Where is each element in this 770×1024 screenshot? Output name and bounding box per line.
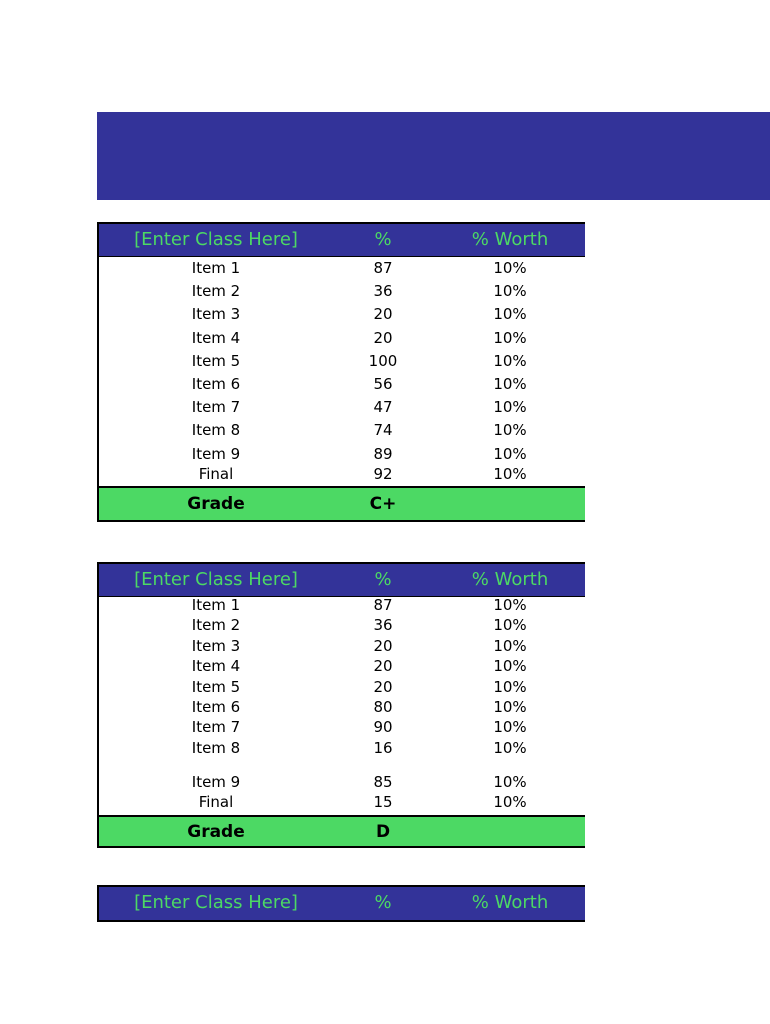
table-row bbox=[99, 679, 585, 699]
item-worth[interactable]: 10% bbox=[493, 282, 527, 301]
grade-table-2 bbox=[97, 562, 585, 848]
class-name-header[interactable]: [Enter Class Here] bbox=[134, 229, 298, 250]
item-score[interactable]: 20 bbox=[373, 657, 393, 676]
item-score[interactable]: 47 bbox=[373, 398, 393, 417]
percent-header: % bbox=[374, 229, 392, 250]
item-worth[interactable]: 10% bbox=[493, 444, 527, 463]
grade-table-3 bbox=[97, 885, 585, 922]
table-row bbox=[99, 443, 585, 466]
item-score[interactable]: 15 bbox=[373, 793, 393, 812]
item-worth[interactable]: 10% bbox=[493, 464, 527, 483]
item-worth[interactable]: 10% bbox=[493, 657, 527, 676]
item-worth[interactable]: 10% bbox=[493, 677, 527, 696]
percent-header: % bbox=[374, 892, 392, 913]
item-score[interactable]: 20 bbox=[373, 636, 393, 655]
item-label: Item 1 bbox=[191, 596, 241, 614]
worth-header: % Worth bbox=[471, 569, 549, 590]
item-score[interactable]: 80 bbox=[373, 697, 393, 716]
item-label: Item 4 bbox=[191, 657, 241, 676]
item-label: Item 9 bbox=[191, 772, 241, 791]
item-worth[interactable]: 10% bbox=[493, 697, 527, 716]
item-label: Item 2 bbox=[191, 282, 241, 301]
item-label: Item 4 bbox=[191, 328, 241, 347]
table-row bbox=[99, 719, 585, 739]
item-worth[interactable]: 10% bbox=[493, 738, 527, 757]
table-header bbox=[99, 887, 585, 922]
item-score[interactable]: 20 bbox=[373, 677, 393, 696]
item-worth[interactable]: 10% bbox=[493, 305, 527, 324]
item-label: Item 6 bbox=[191, 374, 241, 393]
item-worth[interactable]: 10% bbox=[493, 398, 527, 417]
table-row bbox=[99, 774, 585, 794]
item-score[interactable]: 20 bbox=[373, 305, 393, 324]
table-row bbox=[99, 794, 585, 814]
item-label: Item 7 bbox=[191, 398, 241, 417]
item-score[interactable]: 90 bbox=[373, 718, 393, 737]
item-label: Item 6 bbox=[191, 697, 241, 716]
item-worth[interactable]: 10% bbox=[493, 596, 527, 614]
item-score[interactable]: 87 bbox=[373, 596, 393, 614]
item-worth[interactable]: 10% bbox=[493, 772, 527, 791]
table-header bbox=[99, 564, 585, 597]
item-label: Item 3 bbox=[191, 305, 241, 324]
table-row bbox=[99, 350, 585, 373]
grade-row bbox=[99, 486, 585, 520]
item-score[interactable]: 20 bbox=[373, 328, 393, 347]
table-row bbox=[99, 280, 585, 303]
table-header bbox=[99, 224, 585, 257]
table-row bbox=[99, 740, 585, 774]
table-row bbox=[99, 658, 585, 678]
grade-value: D bbox=[375, 821, 391, 842]
item-worth[interactable]: 10% bbox=[493, 718, 527, 737]
item-score[interactable]: 56 bbox=[373, 374, 393, 393]
item-label: Final bbox=[198, 793, 234, 812]
grade-row bbox=[99, 815, 585, 846]
class-name-header[interactable]: [Enter Class Here] bbox=[134, 892, 298, 913]
class-name-header[interactable]: [Enter Class Here] bbox=[134, 569, 298, 590]
item-score[interactable]: 85 bbox=[373, 772, 393, 791]
item-label: Item 9 bbox=[191, 444, 241, 463]
item-worth[interactable]: 10% bbox=[493, 351, 527, 370]
table-row bbox=[99, 466, 585, 486]
worth-header: % Worth bbox=[471, 229, 549, 250]
table-row bbox=[99, 638, 585, 658]
table-row bbox=[99, 303, 585, 326]
table-row bbox=[99, 699, 585, 719]
item-label: Item 3 bbox=[191, 636, 241, 655]
table-row bbox=[99, 327, 585, 350]
item-label: Final bbox=[198, 464, 234, 483]
item-worth[interactable]: 10% bbox=[493, 328, 527, 347]
table-row bbox=[99, 396, 585, 419]
item-label: Item 8 bbox=[191, 421, 241, 440]
item-worth[interactable]: 10% bbox=[493, 793, 527, 812]
item-score[interactable]: 36 bbox=[373, 616, 393, 635]
item-score[interactable]: 36 bbox=[373, 282, 393, 301]
item-label: Item 1 bbox=[191, 259, 241, 277]
item-worth[interactable]: 10% bbox=[493, 259, 527, 277]
table-row bbox=[99, 373, 585, 396]
item-label: Item 7 bbox=[191, 718, 241, 737]
table-row bbox=[99, 617, 585, 637]
item-score[interactable]: 92 bbox=[373, 464, 393, 483]
item-worth[interactable]: 10% bbox=[493, 421, 527, 440]
item-worth[interactable]: 10% bbox=[493, 616, 527, 635]
percent-header: % bbox=[374, 569, 392, 590]
title-banner bbox=[97, 112, 770, 200]
item-label: Item 5 bbox=[191, 677, 241, 696]
item-score[interactable]: 74 bbox=[373, 421, 393, 440]
grade-value: C+ bbox=[369, 493, 397, 514]
item-worth[interactable]: 10% bbox=[493, 636, 527, 655]
item-score[interactable]: 16 bbox=[373, 738, 393, 757]
item-score[interactable]: 87 bbox=[373, 259, 393, 277]
item-score[interactable]: 89 bbox=[373, 444, 393, 463]
grade-label: Grade bbox=[187, 821, 245, 842]
item-worth[interactable]: 10% bbox=[493, 374, 527, 393]
item-score[interactable]: 100 bbox=[368, 351, 398, 370]
worth-header: % Worth bbox=[471, 892, 549, 913]
item-label: Item 5 bbox=[191, 351, 241, 370]
item-label: Item 8 bbox=[191, 738, 241, 757]
grade-table-1 bbox=[97, 222, 585, 522]
table-row bbox=[99, 257, 585, 280]
item-label: Item 2 bbox=[191, 616, 241, 635]
grade-label: Grade bbox=[187, 493, 245, 514]
table-row bbox=[99, 597, 585, 617]
table-row bbox=[99, 419, 585, 442]
